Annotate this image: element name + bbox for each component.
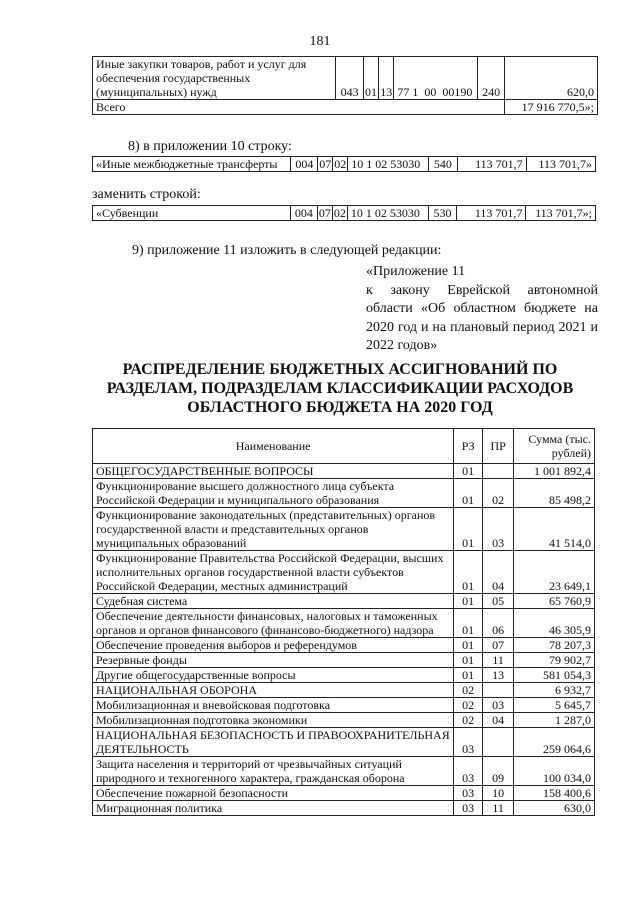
- pr-code: 13: [379, 57, 394, 100]
- rz-code: 01: [454, 551, 483, 594]
- appendix-heading: [366, 263, 598, 356]
- table-row: [93, 479, 595, 508]
- pr-code: [483, 728, 514, 757]
- pr-code: 02: [333, 206, 346, 220]
- header-pr: ПР: [483, 429, 514, 464]
- table-row: [93, 728, 595, 757]
- total-value: 17 916 770,5»;: [505, 100, 598, 115]
- vr-code: 540: [429, 157, 458, 172]
- rz-code: 03: [454, 801, 483, 816]
- sum-value: 100 034,0: [514, 757, 595, 786]
- pr-code: 06: [483, 609, 514, 638]
- section-8-text: 8) в приложении 10 строку:: [128, 139, 292, 154]
- row-name: «Субвенции: [93, 206, 291, 221]
- page-number: 181: [309, 34, 331, 49]
- row-name: НАЦИОНАЛЬНАЯ БЕЗОПАСНОСТЬ И ПРАВООХРАНИТЕЛЬНАЯ ДЕЯТЕЛЬНОСТЬ: [93, 728, 454, 757]
- header-name: Наименование: [93, 429, 454, 464]
- gr-code: 004: [290, 206, 317, 221]
- sum-value: 113 701,7»: [526, 157, 595, 172]
- replace-row-table: [92, 205, 596, 221]
- rz-code: 03: [454, 728, 483, 757]
- rz-code: 03: [454, 757, 483, 786]
- csr-part: 1: [412, 85, 419, 99]
- table-row: [93, 638, 595, 653]
- rz-code: 02: [454, 683, 483, 698]
- sum-value: 113 701,7: [457, 206, 526, 221]
- table-row: [93, 508, 595, 551]
- row-name: Миграционная политика: [93, 801, 454, 816]
- top-budget-table: [92, 56, 598, 115]
- rz-code: 03: [454, 786, 483, 801]
- csr-code: 10 1 02 53030: [347, 206, 428, 221]
- table-row: [93, 157, 596, 172]
- row-name: Резервные фонды: [93, 653, 454, 668]
- row-name: Функционирование высшего должностного лица субъекта Российской Федерации и муниципального образования: [93, 479, 454, 508]
- sum-value: 620,0: [505, 57, 598, 100]
- sum-value: 259 064,6: [514, 728, 595, 757]
- document-title: [60, 360, 620, 417]
- row-name: Другие общегосударственные вопросы: [93, 668, 454, 683]
- rz-code: 01: [454, 479, 483, 508]
- rz-code: 01: [454, 464, 483, 479]
- section-9-text: 9) приложение 11 изложить в следующей редакции:: [132, 243, 442, 258]
- replace-text: заменить строкой:: [92, 187, 201, 202]
- total-row: [93, 100, 598, 115]
- pr-code: 03: [483, 698, 514, 713]
- row-name: Иные закупки товаров, работ и услуг для обеспечения государственных (муниципальных) нужд: [93, 57, 336, 100]
- row-name: ОБЩЕГОСУДАРСТВЕННЫЕ ВОПРОСЫ: [93, 464, 454, 479]
- vr-code: 240: [477, 57, 504, 100]
- header-rz: РЗ: [454, 429, 483, 464]
- table-row: [93, 698, 595, 713]
- table-row: [93, 713, 595, 728]
- row-name: Защита населения и территорий от чрезвычайных ситуаций природного и техногенного характера, гражданская оборона: [93, 757, 454, 786]
- sum-value: 113 701,7»;: [526, 206, 596, 221]
- title-line: РАЗДЕЛАМ, ПОДРАЗДЕЛАМ КЛАССИФИКАЦИИ РАСХОДОВ: [106, 380, 574, 397]
- pr-code: [483, 464, 514, 479]
- pr-code: 04: [483, 713, 514, 728]
- title-line: РАСПРЕДЕЛЕНИЕ БЮДЖЕТНЫХ АССИГНОВАНИЙ ПО: [122, 361, 558, 378]
- rz-code: 07: [319, 157, 332, 171]
- section-8-row-table: [92, 156, 596, 172]
- table-row: [93, 786, 595, 801]
- pr-code: 11: [483, 653, 514, 668]
- csr-code: [394, 57, 477, 100]
- pr-code: 07: [483, 638, 514, 653]
- sum-value: 79 902,7: [514, 653, 595, 668]
- gr-code: 004: [291, 157, 318, 172]
- table-row: [93, 668, 595, 683]
- rz-code: 02: [454, 698, 483, 713]
- sum-value: 113 701,7: [457, 157, 526, 172]
- row-name: Судебная система: [93, 594, 454, 609]
- table-row: [93, 206, 596, 221]
- sum-value: 6 932,7: [514, 683, 595, 698]
- rz-code: 07: [318, 206, 331, 220]
- sum-value: 85 498,2: [514, 479, 595, 508]
- table-row: [93, 609, 595, 638]
- pr-code: 02: [483, 479, 514, 508]
- rz-code: 01: [363, 57, 378, 100]
- title-line: ОБЛАСТНОГО БЮДЖЕТА НА 2020 ГОД: [187, 399, 493, 416]
- table-row: [93, 757, 595, 786]
- table-row: [93, 57, 598, 100]
- table-row: [93, 594, 595, 609]
- csr-code: 10 1 02 53030: [348, 157, 429, 172]
- row-name: НАЦИОНАЛЬНАЯ ОБОРОНА: [93, 683, 454, 698]
- row-name: Обеспечение пожарной безопасности: [93, 786, 454, 801]
- sum-value: 1 001 892,4: [514, 464, 595, 479]
- sum-value: 23 649,1: [514, 551, 595, 594]
- pr-code: 09: [483, 757, 514, 786]
- pr-code: 05: [483, 594, 514, 609]
- gr-code: 043: [336, 57, 363, 100]
- rz-code: 01: [454, 508, 483, 551]
- appendix-subtitle: к закону Еврейской автономной области «Об областном бюджете на 2020 год и на плановый период 2021 и 2022 годов»: [366, 282, 598, 353]
- table-row: [93, 683, 595, 698]
- table-body: [93, 464, 595, 816]
- row-name: «Иные межбюджетные трансферты: [93, 157, 291, 172]
- row-name: Мобилизационная подготовка экономики: [93, 713, 454, 728]
- rz-code: 02: [454, 713, 483, 728]
- rz-code: 01: [454, 609, 483, 638]
- row-name: Обеспечение деятельности финансовых, налоговых и таможенных органов и органов финансового (финансово-бюджетного) надзора: [93, 609, 454, 638]
- sum-value: 630,0: [514, 801, 595, 816]
- csr-part: 77: [397, 85, 410, 99]
- pr-code: 03: [483, 508, 514, 551]
- table-row: [93, 653, 595, 668]
- row-name: Мобилизационная и вневойсковая подготовка: [93, 698, 454, 713]
- row-name: Обеспечение проведения выборов и референдумов: [93, 638, 454, 653]
- pr-code: 04: [483, 551, 514, 594]
- appendix-title: «Приложение 11: [366, 264, 466, 279]
- row-name: Функционирование законодательных (представительных) органов государственной власти и представительных органов муниципальных образований: [93, 508, 454, 551]
- rz-code: 01: [454, 653, 483, 668]
- sum-value: 581 054,3: [514, 668, 595, 683]
- sum-value: 1 287,0: [514, 713, 595, 728]
- budget-allocation-table: [92, 428, 595, 816]
- table-header-row: [93, 429, 595, 464]
- sum-value: 158 400,6: [514, 786, 595, 801]
- row-name: Функционирование Правительства Российской Федерации, высших исполнительных органов государственной власти субъектов Российской Федерации, местных администраций: [93, 551, 454, 594]
- csr-part: 00190: [442, 85, 473, 99]
- header-sum: Сумма (тыс. рублей): [514, 429, 595, 464]
- sum-value: 5 645,7: [514, 698, 595, 713]
- sum-value: 78 207,3: [514, 638, 595, 653]
- pr-code: [483, 683, 514, 698]
- rz-code: 01: [454, 638, 483, 653]
- sum-value: 46 305,9: [514, 609, 595, 638]
- rz-code: 01: [454, 594, 483, 609]
- table-row: [93, 464, 595, 479]
- table-row: [93, 551, 595, 594]
- pr-code: 02: [334, 157, 347, 171]
- table-row: [93, 801, 595, 816]
- pr-code: 10: [483, 786, 514, 801]
- vr-code: 530: [428, 206, 457, 221]
- sum-value: 41 514,0: [514, 508, 595, 551]
- pr-code: 13: [483, 668, 514, 683]
- total-label: Всего: [93, 100, 505, 115]
- rz-code: 01: [454, 668, 483, 683]
- sum-value: 65 760,9: [514, 594, 595, 609]
- pr-code: 11: [483, 801, 514, 816]
- csr-part: 00: [424, 85, 437, 99]
